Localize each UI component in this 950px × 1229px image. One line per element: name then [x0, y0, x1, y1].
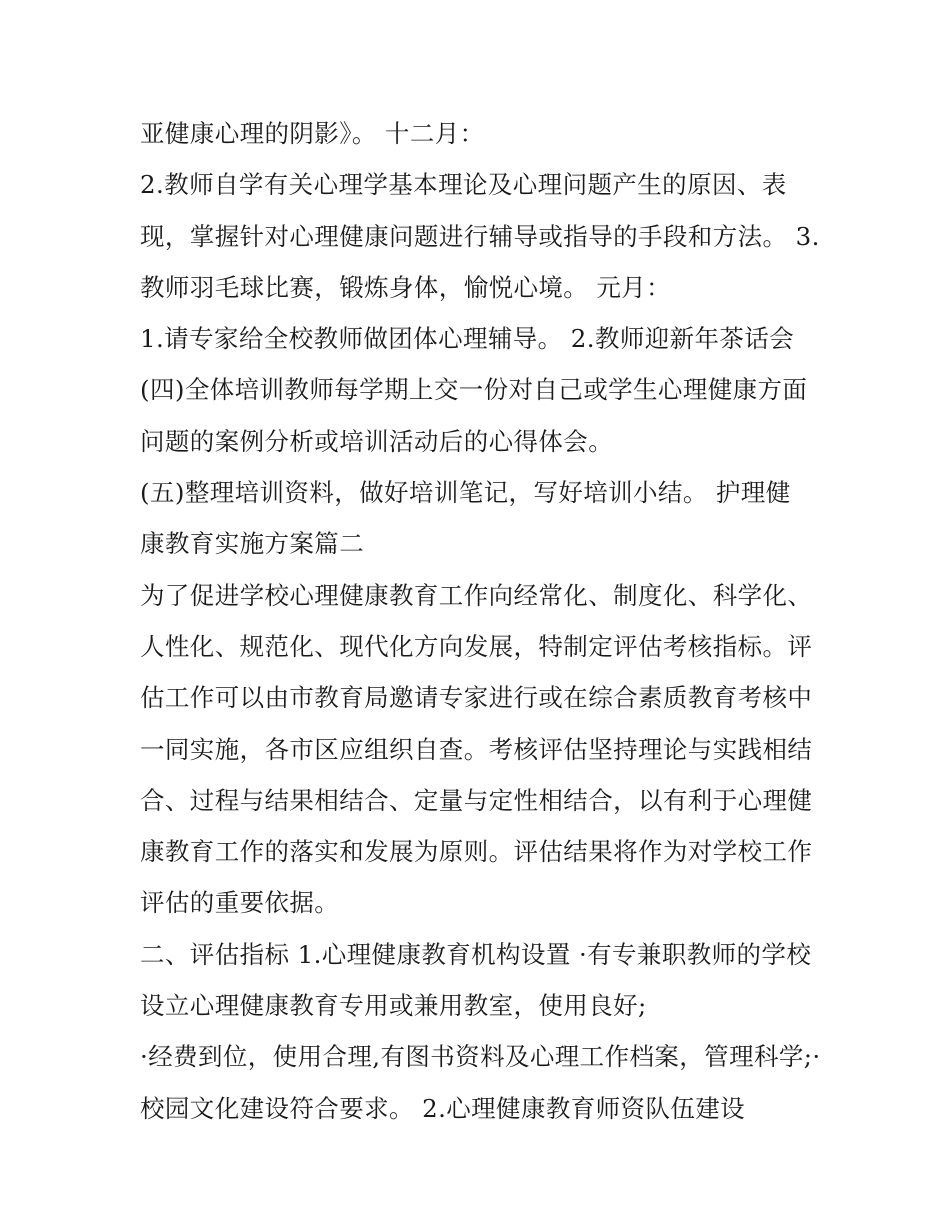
- document-body: [140, 108, 820, 1134]
- text-line: (五)整理培训资料，做好培训笔记，写好培训小结。 护理健: [140, 478, 791, 508]
- text-line: 一同实施，各市区应组织自查。考核评估坚持理论与实践相结: [140, 734, 813, 764]
- text-line: ·经费到位，使用合理,有图书资料及心理工作档案，管理科学;·: [140, 1042, 821, 1072]
- text-line: 2.教师自学有关心理学基本理论及心理问题产生的原因、表: [140, 170, 787, 200]
- text-line: 估工作可以由市教育局邀请专家进行或在综合素质教育考核中: [140, 683, 813, 713]
- text-line: 问题的案例分析或培训活动后的心得体会。: [140, 426, 614, 456]
- text-line: 康教育实施方案篇二: [140, 529, 365, 559]
- text-line: (四)全体培训教师每学期上交一份对自己或学生心理健康方面: [140, 375, 808, 405]
- text-line: 合、过程与结果相结合、定量与定性相结合，以有利于心理健: [140, 785, 813, 815]
- text-line: 亚健康心理的阴影》。 十二月：: [140, 119, 485, 148]
- text-line: 1.请专家给全校教师做团体心理辅导。 2.教师迎新年茶话会: [140, 324, 795, 354]
- text-line: 评估的重要依据。: [140, 888, 340, 918]
- text-line: 现，掌握针对心理健康问题进行辅导或指导的手段和方法。 3.: [140, 221, 820, 251]
- text-line: 校园文化建设符合要求。 2.心理健康教育师资队伍建设: [140, 1093, 746, 1123]
- text-line: 康教育工作的落实和发展为原则。评估结果将作为对学校工作: [140, 837, 813, 867]
- text-line: 为了促进学校心理健康教育工作向经常化、制度化、科学化、: [140, 580, 813, 610]
- text-line: 二、评估指标 1.心理健康教育机构设置 ·有专兼职教师的学校: [140, 939, 812, 969]
- text-line: 人性化、规范化、现代化方向发展，特制定评估考核指标。评: [140, 631, 813, 661]
- text-line: 设立心理健康教育专用或兼用教室，使用良好;: [140, 991, 647, 1021]
- text-line: 教师羽毛球比赛，锻炼身体，愉悦心境。 元月：: [140, 272, 672, 302]
